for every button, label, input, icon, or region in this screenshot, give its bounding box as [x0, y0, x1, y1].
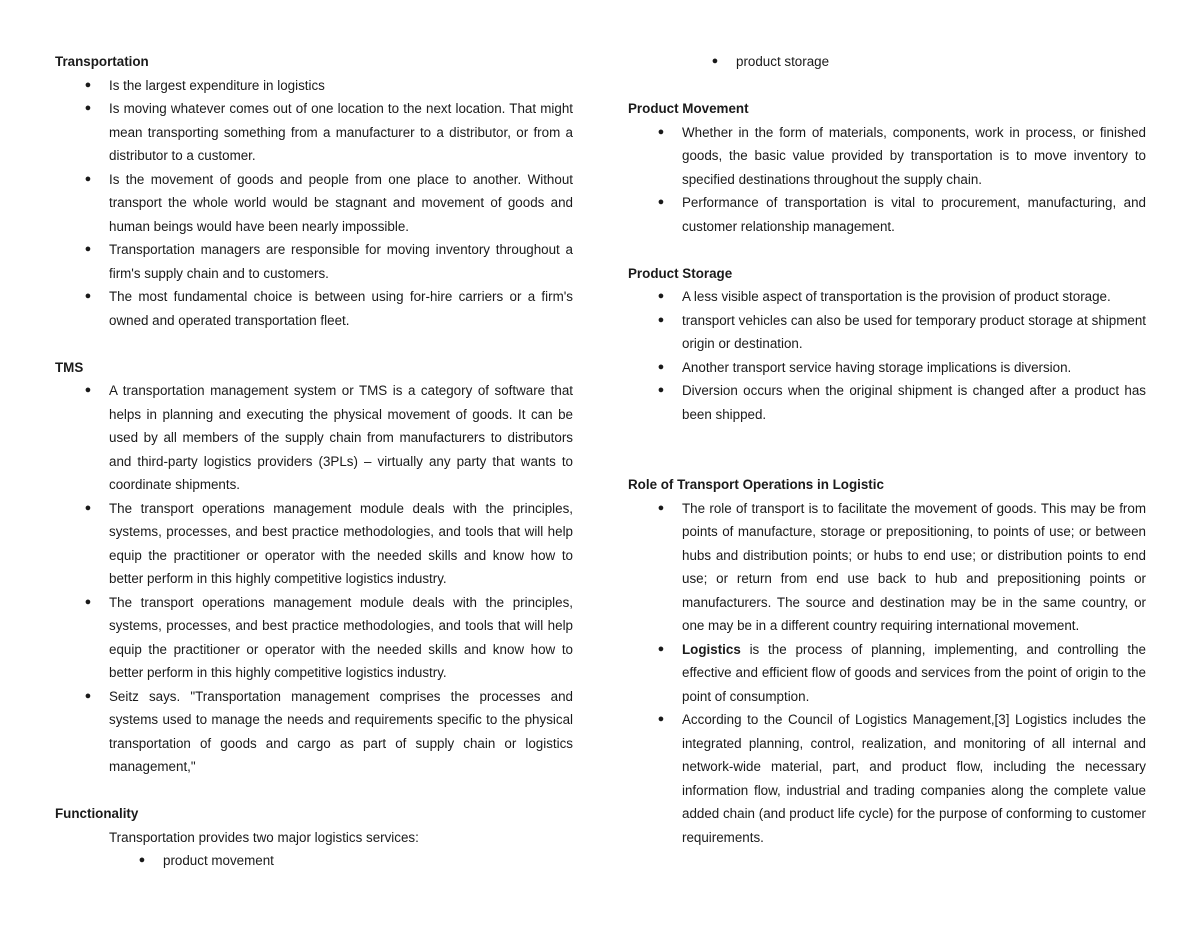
- tms-heading: TMS: [55, 359, 84, 375]
- bullet-icon: ●: [657, 360, 665, 373]
- role-heading: Role of Transport Operations in Logistic: [628, 477, 884, 492]
- product-storage-heading: Product Storage: [628, 265, 733, 281]
- list-item: ● According to the Council of Logistics Management,[3] Logistics includes the integrated planning, control, realization, and monitoring of all internal and network-wide material, part, and product flow, including the necessary information flow, industrial and trading companies along the complete value added chain (and product life cycle) for the purpose of conforming to customer requirements.: [682, 708, 1146, 849]
- list-item: ● product movement: [163, 849, 573, 873]
- transportation-heading: Transportation: [55, 54, 149, 69]
- bullet-icon: ●: [84, 172, 92, 185]
- bullet-icon: ●: [711, 55, 719, 67]
- list-item: ● The transport operations management module deals with the principles, systems, processes, and best practice methodologies, and tools that will help equip the practitioner or operator with the needed skills and know how to better perform in this highly competitive logistics industry.: [109, 497, 573, 591]
- list-item: ● transport vehicles can also be used for temporary product storage at shipment origin or destination.: [682, 309, 1146, 356]
- list-item: ● The most fundamental choice is between using for-hire carriers or a firm's owned and operated transportation fleet.: [109, 285, 573, 332]
- bullet-icon: ●: [657, 642, 665, 655]
- list-item: ● Another transport service having storage implications is diversion.: [682, 356, 1146, 380]
- bullet-icon: ●: [84, 78, 92, 91]
- bullet-icon: ●: [84, 290, 92, 302]
- bullet-icon: ●: [657, 384, 665, 396]
- list-item: ● The transport operations management module deals with the principles, systems, processes, and best practice methodologies, and tools that will help equip the practitioner or operator with the needed skills and know how to better perform in this highly competitive logistics industry.: [109, 591, 573, 685]
- bullet-icon: ●: [84, 243, 92, 255]
- list-item: ● The role of transport is to facilitate the movement of goods. This may be from points of manufacture, storage or prepositioning, to points of use; or between hubs and distribution points; or hubs to end use; or distribution points to end use; or return from end use back to hub and prepositioning points or manufacturers. The source and destination may be in the same country, or one may be in a different country requiring international movement.: [682, 497, 1146, 638]
- left-column: [55, 50, 573, 873]
- functionality-heading: Functionality: [55, 806, 139, 821]
- list-item: ● product storage: [736, 50, 1146, 74]
- functionality-list-continued: [628, 50, 1146, 74]
- list-item: ● Is the movement of goods and people from one place to another. Without transport the whole world would be stagnant and movement of goods and human beings would have been nearly impossible.: [109, 168, 573, 239]
- bullet-icon: ●: [138, 854, 146, 866]
- list-item: ● Seitz says. "Transportation management comprises the processes and systems used to manage the needs and requirements specific to the physical transportation of goods and cargo as part of supply chain or logistics management,": [109, 685, 573, 779]
- product-movement-heading: Product Movement: [628, 101, 749, 116]
- bullet-icon: ●: [84, 501, 92, 514]
- bullet-icon: ●: [657, 290, 665, 302]
- list-item: ● Performance of transportation is vital to procurement, manufacturing, and customer relationship management.: [682, 191, 1146, 238]
- list-item: ● A transportation management system or TMS is a category of software that helps in planning and executing the physical movement of goods. It can be used by all members of the supply chain from manufacturers to distributors and third-party logistics providers (3PLs) – virtually any party that wants to coordinate shipments.: [109, 379, 573, 497]
- transportation-list: [55, 74, 573, 333]
- list-item: ● Is moving whatever comes out of one location to the next location. That might mean transporting something from a manufacturer to a distributor, or from a distributor to a customer.: [109, 97, 573, 168]
- list-item: ● Logistics is the process of planning, implementing, and controlling the effective and efficient flow of goods and services from the point of origin to the point of consumption.: [682, 638, 1146, 709]
- bullet-icon: ●: [84, 102, 92, 114]
- bullet-icon: ●: [657, 501, 665, 514]
- bullet-icon: ●: [657, 713, 665, 725]
- functionality-intro: Transportation provides two major logistics services:: [109, 829, 419, 845]
- product-movement-list: [628, 121, 1146, 239]
- logistics-term: Logistics: [682, 641, 741, 657]
- product-storage-list: [628, 285, 1146, 426]
- bullet-icon: ●: [657, 125, 665, 138]
- list-item: ● Whether in the form of materials, components, work in process, or finished goods, the basic value provided by transportation is to move inventory to specified destinations throughout the supply chain.: [682, 121, 1146, 192]
- list-item: ● Diversion occurs when the original shipment is changed after a product has been shipped.: [682, 379, 1146, 426]
- list-item: ● Is the largest expenditure in logistics: [109, 74, 573, 98]
- bullet-icon: ●: [657, 196, 665, 208]
- right-column: [628, 50, 1146, 849]
- list-item: ● A less visible aspect of transportation is the provision of product storage.: [682, 285, 1146, 309]
- bullet-icon: ●: [84, 384, 92, 396]
- list-item: ● Transportation managers are responsible for moving inventory throughout a firm's supply chain and to customers.: [109, 238, 573, 285]
- bullet-icon: ●: [84, 595, 92, 608]
- bullet-icon: ●: [84, 689, 92, 702]
- tms-list: [55, 379, 573, 779]
- bullet-icon: ●: [657, 313, 665, 326]
- functionality-list: [55, 849, 573, 873]
- role-list: [628, 497, 1146, 850]
